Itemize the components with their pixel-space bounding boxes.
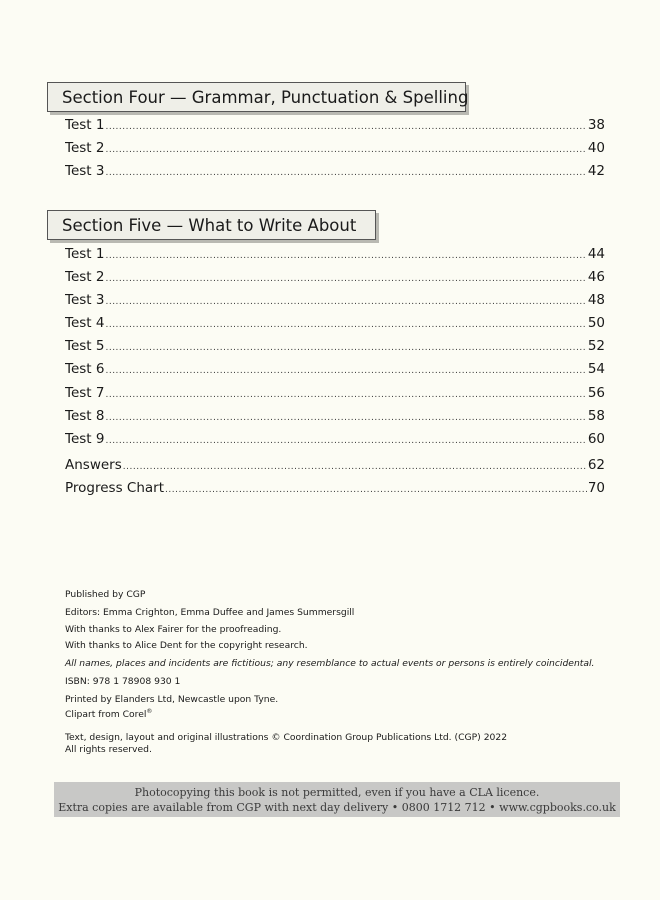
toc-page-number: 60 xyxy=(587,430,605,447)
toc-label: Test 7 xyxy=(65,384,105,401)
toc-label: Test 4 xyxy=(65,315,105,332)
toc-entry[interactable] xyxy=(65,163,605,186)
dot-leader xyxy=(105,366,586,376)
toc-page-number: 58 xyxy=(587,407,605,424)
toc-page-number: 40 xyxy=(587,140,605,157)
toc-entry[interactable] xyxy=(65,246,605,269)
toc-entry-answers[interactable] xyxy=(65,457,605,480)
section-title: Section Four — Grammar, Punctuation & Spelling xyxy=(62,88,469,107)
toc-entry[interactable] xyxy=(65,361,605,384)
toc-entry[interactable] xyxy=(65,292,605,315)
toc-page-number: 46 xyxy=(587,269,605,286)
dot-leader xyxy=(105,251,586,261)
toc-page-number: 52 xyxy=(587,338,605,355)
photocopy-notice xyxy=(54,782,620,817)
toc-label: Test 8 xyxy=(65,407,105,424)
toc-page-number: 70 xyxy=(587,480,605,497)
section-title: Section Five — What to Write About xyxy=(62,216,357,235)
section-five-heading xyxy=(47,210,376,240)
dot-leader xyxy=(105,343,586,353)
toc-page-number: 54 xyxy=(587,361,605,378)
dot-leader xyxy=(165,485,587,495)
printed-by: Printed by Elanders Ltd, Newcastle upon Tyne. xyxy=(65,694,279,705)
toc-entry[interactable] xyxy=(65,408,605,431)
dot-leader xyxy=(105,413,586,423)
isbn: ISBN: 978 1 78908 930 1 xyxy=(65,676,181,687)
toc-entry[interactable] xyxy=(65,269,605,292)
toc-label: Answers xyxy=(65,457,122,473)
toc-label: Test 2 xyxy=(65,140,105,157)
toc-page-number: 44 xyxy=(587,246,605,262)
toc-entry[interactable] xyxy=(65,315,605,338)
copyright-line: Text, design, layout and original illustrations © Coordination Group Publications Ltd. (CGP) 2022 xyxy=(65,732,508,743)
toc-entry[interactable] xyxy=(65,140,605,163)
toc-entry-progress-chart[interactable] xyxy=(65,480,605,503)
dot-leader xyxy=(105,390,586,400)
dot-leader xyxy=(105,122,586,132)
section-four-heading xyxy=(47,82,469,112)
toc-label: Test 2 xyxy=(65,269,105,286)
rights-reserved: All rights reserved. xyxy=(65,744,152,755)
toc-label: Progress Chart xyxy=(65,480,165,497)
thanks-copyright: With thanks to Alice Dent for the copyright research. xyxy=(65,640,308,651)
toc-label: Test 3 xyxy=(65,292,105,309)
section-four-list xyxy=(65,117,605,186)
toc-entry[interactable] xyxy=(65,431,605,454)
dot-leader xyxy=(105,145,586,155)
toc-label: Test 9 xyxy=(65,430,105,447)
toc-entry[interactable] xyxy=(65,117,605,140)
toc-entry[interactable] xyxy=(65,385,605,408)
extras-list xyxy=(65,457,605,503)
toc-entry[interactable] xyxy=(65,338,605,361)
toc-page-number: 56 xyxy=(587,384,605,401)
dot-leader xyxy=(105,436,586,446)
toc-label: Test 6 xyxy=(65,361,105,378)
toc-page-number: 38 xyxy=(587,117,605,133)
disclaimer: All names, places and incidents are fictitious; any resemblance to actual events or persons is entirely coincidental. xyxy=(65,658,595,669)
dot-leader xyxy=(105,320,586,330)
toc-label: Test 5 xyxy=(65,338,105,355)
notice-line-2: Extra copies are available from CGP with next day delivery • 0800 1712 712 • www.cgpbooks.co.uk xyxy=(58,801,616,814)
dot-leader xyxy=(123,462,587,472)
toc-page-number: 42 xyxy=(587,163,605,180)
published-by: Published by CGP xyxy=(65,589,146,600)
toc-page-number: 48 xyxy=(587,292,605,309)
toc-page-number: 62 xyxy=(587,457,605,473)
toc-page-number: 50 xyxy=(587,315,605,332)
copyright-block xyxy=(65,732,625,756)
toc-label: Test 1 xyxy=(65,117,105,133)
dot-leader xyxy=(105,297,586,307)
clipart-credit xyxy=(65,709,625,721)
toc-label: Test 3 xyxy=(65,163,105,180)
section-five-list xyxy=(65,246,605,454)
notice-line-1: Photocopying this book is not permitted, even if you have a CLA licence. xyxy=(134,786,540,799)
dot-leader xyxy=(105,274,586,284)
thanks-proofreading: With thanks to Alex Fairer for the proofreading. xyxy=(65,624,282,635)
toc-label: Test 1 xyxy=(65,246,105,262)
dot-leader xyxy=(105,168,586,178)
editors: Editors: Emma Crighton, Emma Duffee and James Summersgill xyxy=(65,607,355,618)
clipart-text: Clipart from Corel xyxy=(65,709,147,720)
registered-mark: ® xyxy=(146,707,153,715)
publication-credits xyxy=(65,589,625,756)
